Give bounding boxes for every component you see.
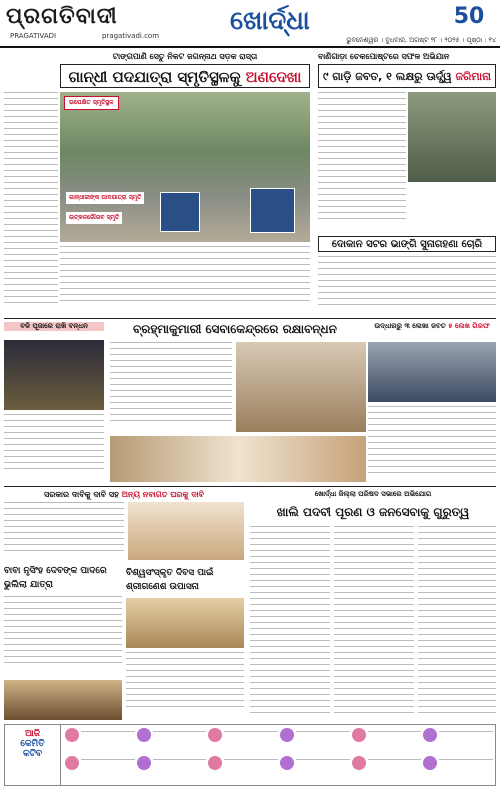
horoscope-panel <box>4 724 496 786</box>
newspaper-logo[interactable] <box>6 4 176 44</box>
zodiac-cancer[interactable] <box>280 728 350 754</box>
horoscope-title <box>5 725 61 785</box>
arrest-photo[interactable] <box>368 342 496 402</box>
zodiac-scorpio[interactable] <box>137 756 207 782</box>
rakhi-side-kicker: ବଳି ପୂଜାରେ ରାଖି ବନ୍ଧନ <box>4 322 104 331</box>
vacancy-headline[interactable]: ଖାଲି ପଦବୀ ପୂରଣ ଓ ଜନସେବାକୁ ଗୁରୁତ୍ୱ <box>276 505 470 519</box>
right-top-headline[interactable] <box>318 64 496 88</box>
zodiac-capricorn-icon <box>280 756 294 770</box>
memorial-plaque-1 <box>160 192 200 232</box>
bottom-left-kicker-main: ସରକାର ଦାବିକୁ ଦାବି ସହ <box>44 490 122 499</box>
rakhi-body-1 <box>110 342 232 432</box>
edition-title: ଖୋର୍ଦ୍ଧା <box>230 6 310 36</box>
yatra-photo[interactable] <box>4 680 122 720</box>
lead-body <box>60 246 310 312</box>
zodiac-pisces[interactable] <box>423 756 493 782</box>
logo-text: ପ୍ରଗତିବାଦୀ <box>6 4 118 29</box>
sign-caption-2: ଉତ୍କଳଗୌରବ ସ୍ମୃତି <box>66 212 122 224</box>
zodiac-aquarius-icon <box>352 756 366 770</box>
zodiac-cancer-icon <box>280 728 294 742</box>
zodiac-aries-icon <box>65 728 79 742</box>
zodiac-libra[interactable] <box>65 756 135 782</box>
section-divider-2 <box>4 486 496 487</box>
rakhi-right-kicker-text: ଉଦ୍ଧାରରୁ ୩ ଲେଖା ଜବତ <box>374 322 446 330</box>
zodiac-sagittarius-icon <box>208 756 222 770</box>
yatra-body <box>4 596 122 676</box>
logo-subtitle: PRAGATIVADI <box>10 32 57 40</box>
zodiac-gemini-icon <box>208 728 222 742</box>
vacancy-body-3 <box>418 526 496 720</box>
rakhi-side-photo[interactable] <box>4 340 104 410</box>
horoscope-grid <box>65 728 493 782</box>
zodiac-gemini[interactable] <box>208 728 278 754</box>
rakhi-group-photo[interactable] <box>110 436 366 482</box>
rakhi-right-kicker-red: ୫ ଲେଖ ଗିରଫ <box>448 322 490 330</box>
arrest-body <box>368 406 496 482</box>
photo-caption-tag: ଉପେକ୍ଷିତ ସ୍ମୃତିସ୍ଥଳ <box>64 96 119 110</box>
zodiac-leo-icon <box>352 728 366 742</box>
yatra-headline[interactable]: ବାବା ନୃସିଂହ ଦେବଙ୍କ ପାଦରେ ଭୁଲିଲା ଯାତ୍ରା <box>4 566 107 590</box>
zodiac-leo[interactable] <box>352 728 422 754</box>
vacancy-body-2 <box>334 526 414 720</box>
lead-headline-red: ଅଣଦେଖା <box>245 68 302 86</box>
right-top-headline-main: ୯ ଗାଡ଼ି ଜବତ, ୧ ଲକ୍ଷରୁ ଊର୍ଦ୍ଧ୍ୱ <box>323 70 456 83</box>
zodiac-sagittarius[interactable] <box>208 756 278 782</box>
right-top-kicker: ବାଣିଗାଡ଼ା ଚେକପୋଷ୍ଟରେ ସଫଳ ଅଭିଯାନ <box>318 52 450 61</box>
lead-photo[interactable] <box>60 92 310 242</box>
bottom-left-body-1 <box>4 502 124 560</box>
rakhi-main-photo[interactable] <box>236 342 366 432</box>
vacancy-body-1 <box>250 526 330 720</box>
rakhi-right-kicker <box>368 322 496 331</box>
zodiac-scorpio-icon <box>137 756 151 770</box>
zodiac-aquarius[interactable] <box>352 756 422 782</box>
lead-kicker: ଟାଙ୍ଗପାଣି ସେତୁ ନିକଟ ଜଗନ୍ନାଥ ସଡ଼କ ରାସ୍ତା <box>112 52 258 61</box>
zodiac-pisces-icon <box>423 756 437 770</box>
right-top-headline-red: ଜରିମାନା <box>455 70 491 83</box>
horoscope-title-2: କେମିତି <box>20 739 45 749</box>
yoga-photo[interactable] <box>126 598 244 648</box>
yoga-headline[interactable]: ବିଶ୍ୱସଂସ୍କୃତ ଦିବସ ପାଇଁ ଶ୍ରୀଗଣେଶ ଉପାସନା <box>126 568 214 592</box>
zodiac-capricorn[interactable] <box>280 756 350 782</box>
zodiac-taurus[interactable] <box>137 728 207 754</box>
right-top-body <box>318 92 406 232</box>
bottom-left-kicker <box>4 490 244 500</box>
anniversary-logo: 50 <box>453 4 485 29</box>
dateline: ଭୁବନେଶ୍ୱର । ବୁଧବାର, ଅଗଷ୍ଟ ୨୮ । ୨୦୨୫ । ପୃଷ୍ଠା : ୧୪ <box>346 36 496 44</box>
masthead <box>0 0 500 48</box>
yoga-body <box>126 652 244 720</box>
zodiac-virgo-icon <box>423 728 437 742</box>
logo-url: pragativadi.com <box>102 32 160 40</box>
theft-headline[interactable]: ଦୋକାନ ସଟର ଭାଙ୍ଗି ସୁନାଗହଣା ଚୋରି <box>318 236 496 252</box>
horoscope-title-3: କଟିବ <box>22 749 43 759</box>
rakhi-headline[interactable]: ବ୍ରହ୍ମାକୁମାରୀ ସେବାକେନ୍ଦ୍ରରେ ରକ୍ଷାବନ୍ଧନ <box>133 322 337 336</box>
zodiac-libra-icon <box>65 756 79 770</box>
memorial-plaque-2 <box>250 188 295 233</box>
section-divider-1 <box>4 318 496 319</box>
sign-caption-1: ଗାନ୍ଧୀଜୀଙ୍କ ପାଦଯାତ୍ରା ସ୍ମୃତି <box>66 192 144 204</box>
lead-headline-main: ଗାନ୍ଧୀ ପଦଯାତ୍ରା ସ୍ମୃତିସ୍ଥଳକୁ <box>68 68 246 86</box>
rakhi-side-body <box>4 414 104 480</box>
bottom-left-kicker-red: ଅନ୍ୟ ନବାଗତ ଘରକୁ ଦାବି <box>121 490 204 499</box>
checkpost-photo[interactable] <box>408 92 496 182</box>
horoscope-title-1: ଆଜି <box>25 729 40 739</box>
zodiac-aries[interactable] <box>65 728 135 754</box>
lead-headline[interactable] <box>60 64 310 88</box>
zodiac-virgo[interactable] <box>423 728 493 754</box>
lead-column-1 <box>4 92 58 312</box>
bottom-left-photo[interactable] <box>128 502 244 560</box>
theft-body <box>318 256 496 312</box>
zodiac-taurus-icon <box>137 728 151 742</box>
vacancy-kicker: ଖୋର୍ଦ୍ଧା ଜିଲ୍ଲା ପରିଷଦ ସଭାରେ ଅଭିଯୋଗ <box>314 490 432 498</box>
